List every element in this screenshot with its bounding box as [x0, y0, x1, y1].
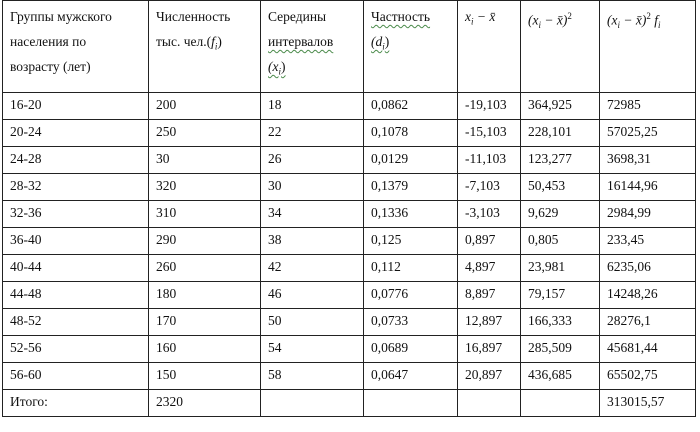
header-count-text: тыс. чел.( [156, 34, 212, 49]
midpoint-cell: 54 [261, 336, 364, 363]
header-freq-line2 [371, 29, 457, 60]
frequency-cell: 0,0647 [364, 363, 458, 390]
squared-deviation-cell: 285,509 [521, 336, 600, 363]
header-wsq-mid: − x̄) [620, 12, 647, 28]
table-header-row [3, 1, 696, 93]
frequency-cell: 0,0733 [364, 309, 458, 336]
midpoint-cell: 34 [261, 201, 364, 228]
header-squared-deviation [521, 1, 600, 93]
count-cell: 290 [149, 228, 261, 255]
header-midpoints [261, 1, 364, 93]
header-freq-line1 [371, 4, 457, 29]
frequency-cell: 0,112 [364, 255, 458, 282]
header-sq-sup: 2 [567, 11, 572, 21]
squared-deviation-cell: 166,333 [521, 309, 600, 336]
frequency-cell: 0,0129 [364, 147, 458, 174]
squared-deviation-cell: 50,453 [521, 174, 600, 201]
weighted-squared-deviation-cell: 233,45 [600, 228, 696, 255]
header-count [149, 1, 261, 93]
count-cell: 250 [149, 120, 261, 147]
header-mid-line2: интервалов [268, 34, 334, 49]
header-mid-close: ) [281, 59, 286, 74]
header-freq-title: Частность [371, 9, 431, 24]
age-group-cell: 32-36 [3, 201, 149, 228]
header-mid-line1: Середины [268, 9, 327, 24]
age-group-cell: 44-48 [3, 282, 149, 309]
table-row [3, 309, 696, 336]
header-dev-rest: − x̄ [473, 9, 496, 24]
weighted-squared-deviation-cell: 16144,96 [600, 174, 696, 201]
header-dev-sub: i [471, 16, 474, 27]
header-weighted-squared-deviation [600, 1, 696, 93]
count-cell: 310 [149, 201, 261, 228]
table-row [3, 174, 696, 201]
header-sq-pre: (x [528, 12, 539, 28]
count-cell: 180 [149, 282, 261, 309]
header-mid-line3 [268, 54, 363, 85]
weighted-squared-deviation-cell: 45681,44 [600, 336, 696, 363]
frequency-cell: 0,1379 [364, 174, 458, 201]
total-deviation-cell [458, 390, 521, 417]
weighted-squared-deviation-cell: 14248,26 [600, 282, 696, 309]
count-cell: 160 [149, 336, 261, 363]
deviation-cell: 8,897 [458, 282, 521, 309]
table-row [3, 363, 696, 390]
frequency-cell: 0,125 [364, 228, 458, 255]
frequency-cell: 0,1336 [364, 201, 458, 228]
header-age-line: Группы мужского [10, 9, 112, 24]
header-freq-var [371, 34, 390, 52]
header-mid-sub: i [278, 66, 282, 77]
weighted-squared-deviation-cell: 65502,75 [600, 363, 696, 390]
midpoint-cell: 38 [261, 228, 364, 255]
header-wsq-formula [607, 4, 695, 38]
deviation-cell: 16,897 [458, 336, 521, 363]
count-cell: 30 [149, 147, 261, 174]
age-group-cell: 20-24 [3, 120, 149, 147]
squared-deviation-cell: 228,101 [521, 120, 600, 147]
deviation-cell: 20,897 [458, 363, 521, 390]
deviation-cell: -19,103 [458, 93, 521, 120]
header-dev-formula [465, 4, 520, 35]
frequency-cell: 0,0862 [364, 93, 458, 120]
deviation-cell: 12,897 [458, 309, 521, 336]
age-group-cell: 28-32 [3, 174, 149, 201]
weighted-squared-deviation-cell: 6235,06 [600, 255, 696, 282]
header-freq-close: ) [384, 34, 390, 49]
frequency-cell: 0,0689 [364, 336, 458, 363]
total-frequency-cell [364, 390, 458, 417]
table-row [3, 282, 696, 309]
age-group-cell: 16-20 [3, 93, 149, 120]
total-label-cell: Итого: [3, 390, 149, 417]
header-sq-formula [528, 4, 599, 38]
header-count-line1: Численность [156, 9, 231, 24]
count-cell: 200 [149, 93, 261, 120]
header-count-line2 [156, 29, 260, 60]
age-group-cell: 24-28 [3, 147, 149, 174]
count-cell: 150 [149, 363, 261, 390]
age-group-cell: 48-52 [3, 309, 149, 336]
table-row [3, 255, 696, 282]
header-age-group [3, 1, 149, 93]
header-wsq-sub: i [617, 20, 621, 31]
age-group-cell: 52-56 [3, 336, 149, 363]
midpoint-cell: 50 [261, 309, 364, 336]
table-row [3, 201, 696, 228]
table-row [3, 93, 696, 120]
squared-deviation-cell: 123,277 [521, 147, 600, 174]
header-mid-x: (x [268, 59, 279, 74]
midpoint-cell: 18 [261, 93, 364, 120]
total-squared-deviation-cell [521, 390, 600, 417]
table-row [3, 336, 696, 363]
midpoint-cell: 30 [261, 174, 364, 201]
deviation-cell: -3,103 [458, 201, 521, 228]
header-wsq-pre: (x [607, 12, 618, 28]
total-weighted-squared-deviation-cell: 313015,57 [600, 390, 696, 417]
table-row [3, 228, 696, 255]
midpoint-cell: 26 [261, 147, 364, 174]
age-group-cell: 40-44 [3, 255, 149, 282]
header-mid-var [268, 59, 286, 77]
count-cell: 260 [149, 255, 261, 282]
age-group-cell: 36-40 [3, 228, 149, 255]
total-midpoint-cell [261, 390, 364, 417]
header-count-var: f [211, 34, 215, 49]
header-freq-d: (d [371, 34, 383, 49]
midpoint-cell: 58 [261, 363, 364, 390]
midpoint-cell: 22 [261, 120, 364, 147]
header-wsq-f: f [650, 12, 659, 28]
header-frequency [364, 1, 458, 93]
deviation-cell: -15,103 [458, 120, 521, 147]
statistics-table [2, 0, 696, 417]
midpoint-cell: 46 [261, 282, 364, 309]
squared-deviation-cell: 0,805 [521, 228, 600, 255]
table-total-row [3, 390, 696, 417]
deviation-cell: -7,103 [458, 174, 521, 201]
weighted-squared-deviation-cell: 2984,99 [600, 201, 696, 228]
table-row [3, 147, 696, 174]
header-sq-mid: − x̄) [541, 12, 568, 28]
total-count-cell: 2320 [149, 390, 261, 417]
squared-deviation-cell: 364,925 [521, 93, 600, 120]
count-cell: 320 [149, 174, 261, 201]
deviation-cell: -11,103 [458, 147, 521, 174]
table-row [3, 120, 696, 147]
header-wsq-fsub: i [658, 20, 661, 31]
header-age-line: населения по [10, 34, 87, 49]
frequency-cell: 0,1078 [364, 120, 458, 147]
header-dev-x: x [465, 9, 471, 24]
header-deviation [458, 1, 521, 93]
weighted-squared-deviation-cell: 3698,31 [600, 147, 696, 174]
age-group-cell: 56-60 [3, 363, 149, 390]
deviation-cell: 4,897 [458, 255, 521, 282]
frequency-cell: 0,0776 [364, 282, 458, 309]
header-count-sub: i [214, 41, 218, 52]
header-count-close: ) [217, 34, 222, 49]
squared-deviation-cell: 436,685 [521, 363, 600, 390]
weighted-squared-deviation-cell: 57025,25 [600, 120, 696, 147]
header-sq-sub: i [538, 20, 542, 31]
header-wsq-sup: 2 [646, 11, 651, 21]
squared-deviation-cell: 9,629 [521, 201, 600, 228]
table-body [3, 1, 696, 417]
header-freq-sub: i [382, 41, 385, 52]
midpoint-cell: 42 [261, 255, 364, 282]
squared-deviation-cell: 23,981 [521, 255, 600, 282]
count-cell: 170 [149, 309, 261, 336]
deviation-cell: 0,897 [458, 228, 521, 255]
weighted-squared-deviation-cell: 72985 [600, 93, 696, 120]
squared-deviation-cell: 79,157 [521, 282, 600, 309]
weighted-squared-deviation-cell: 28276,1 [600, 309, 696, 336]
header-age-line: возрасту (лет) [10, 59, 91, 74]
